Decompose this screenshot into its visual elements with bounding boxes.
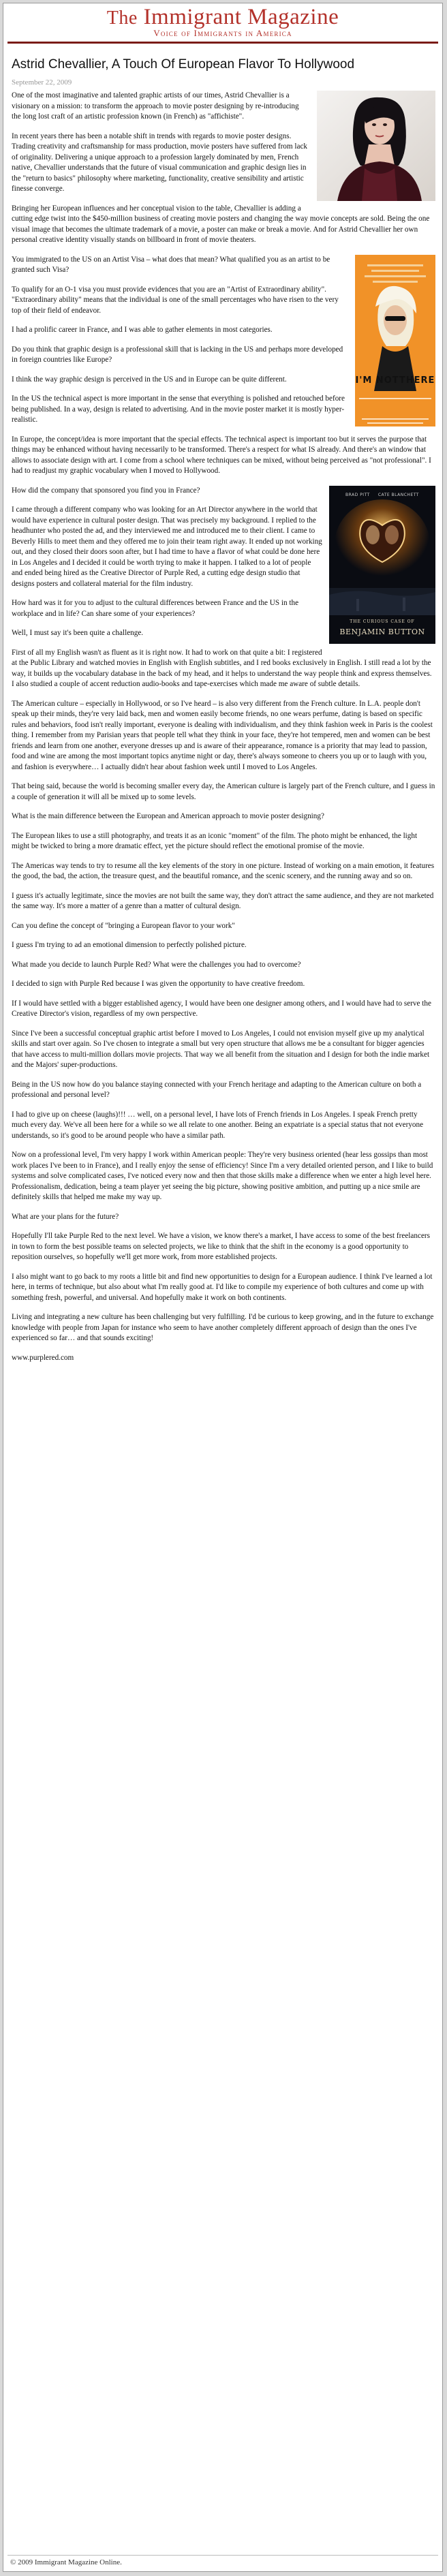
- article-paragraph: In the US the technical aspect is more important in the sense that everything is polished and retouched before being published. In a way, design is related to advertising. And in the movie poster market it is mostly hyper-realistic.: [12, 394, 345, 424]
- article-paragraph: In recent years there has been a notable shift in trends with regards to movie poster designs. Trading creativity and craftsmanship for mass production, movie posters have suffered from lack of originality. Delivering a unique approach to a profession largely dominated by men, French native, Chevallier understands that the future of visual communication and graphic design lies in the "return to basics" philosophy where marketing, functionality, creative sensibility and artistic finesse converge.: [12, 131, 308, 193]
- article-paragraph: Do you think that graphic design is a professional skill that is lacking in the US and perhaps more developed in foreign countries like Europe?: [12, 345, 343, 364]
- article-paragraph: I came through a different company who was looking for an Art Director anywhere in the world that would have experience in cultural poster design. That was precisely my background. I replied to the headhunter who posted the ad, and they interviewed me and introduced me to their client. I came to Beverly Hills to meet them and they offered me to join their team right away. It ended up not working out, and they closed their doors soon after, but I had time to have a flavor of what could be done here in Los Angeles and I decided it could be worth trying to make it happen. I talked to a lot of people and ended being hired as the Creative Director of Purple Red, a cutting edge design studio that designs posters and collateral material for the film industry.: [12, 506, 322, 588]
- poster1-title: [355, 376, 435, 385]
- article-title: Astrid Chevallier, A Touch Of European Flavor To Hollywood: [12, 57, 355, 72]
- article-paragraph: How did the company that sponsored you find you in France?: [12, 486, 200, 495]
- article-paragraph: I decided to sign with Purple Red because I was given the opportunity to have creative freedom.: [12, 980, 305, 988]
- article-paragraph: I had a prolific career in France, and I was able to gather elements in most categories.: [12, 326, 273, 334]
- footer-divider: [7, 2555, 438, 2556]
- article-paragraph: Living and integrating a new culture has been challenging but very fulfilling. I'd be curious to keep growing, and in the future to exchange knowledge with people from Japan for instance who seem to have another completely different approach of design than the ones I've experienced so far… and that sounds exciting!: [12, 1313, 434, 1342]
- poster-im-not-there: [355, 255, 435, 426]
- content-frame: [3, 3, 443, 2572]
- masthead-divider: [7, 42, 438, 44]
- footer: [7, 2555, 438, 2566]
- article-paragraph: I had to give up on cheese (laughs)!!! … well, on a personal level, I have lots of French friends in Los Angeles. I speak French pretty much every day. We've all been here for a while so we all relate to one another. Being an expatriate is a special status that not everyone understands, so it's good to be around people who have a similar path.: [12, 1110, 424, 1140]
- article-paragraph: Bringing her European influences and her conceptual vision to the table, Chevallier is adding a cutting edge twist into the $450-million business of creating movie posters and changing the way movie concepts are sold. Being the one visual image that becomes the ultimate trademark of a movie, a poster can make or break a movie. And for Astrid Chevallier her own personal creative identity visually stands on billboard in front of movie theaters.: [12, 204, 430, 244]
- poster1-title-line: THERE: [399, 375, 435, 386]
- article-paragraph: First of all my English wasn't as fluent as it is right now. It had to work on that quite a bit: I registered at the Public Library and watched movies in English with English subtitles, and I red books exclusively in English. I still read a lot by the way, it builds up the vocabulary database in the back of my head, and it helps to understand the way people think and express themselves. I also studied a couple of accent reduction audio-books and tape-exercises which made me aware of subtle details.: [12, 648, 432, 688]
- article-paragraph: Can you define the concept of "bringing a European flavor to your work": [12, 921, 235, 930]
- website-link[interactable]: www.purplered.com: [12, 1353, 74, 1362]
- site-tagline: Voice of Immigrants in America: [153, 28, 292, 38]
- article-paragraph: What is the main difference between the European and American approach to movie poster designing?: [12, 812, 324, 820]
- masthead: [3, 3, 442, 46]
- site-logo[interactable]: [3, 5, 442, 31]
- poster2-title-line: BENJAMIN BUTTON: [339, 627, 425, 636]
- article-paragraph: One of the most imaginative and talented graphic artists of our times, Astrid Chevallier is a visionary on a mission: to transform the approach to movie poster designing by re-introducing the long lost craft of an artistic profession known (in French) as "affichiste".: [12, 91, 299, 121]
- logo-title-main: Immigrant Magazine: [143, 5, 339, 29]
- poster2-actors: [329, 490, 435, 501]
- article-paragraph: The American culture – especially in Hollywood, or so I've heard – is also very different from the French culture. In L.A. people don't speak up their minds, they're very laid back, men and women easily become friends, no one wears perfume, dating is based on specific rules and behaviors, food isn't really important, everyone is dealing with individualism, and they think fashion week in Paris is the coolest thing. I remember from my Parisian years that people tell what they think in your face, they're hot tempered, men and women can be best friends and learn from one another, everyone dresses up and is aware of their appearance, romance is a priority that may lead to passion, food and wine are among the most important topics anytime night or day, there's always someone to cheers you up or to laugh with you, and fashion is everywhere… I actually didn't hear about fashion week until I moved to Los Angeles.: [12, 699, 433, 771]
- article-paragraph: I also might want to go back to my roots a little bit and find new opportunities to design for a European audience. I think I've learned a lot here, in terms of technique, but also about what I'm really good at. I'd like to compile my experience of both cultures and come up with something fresh, powerful, and universal. And hopefully make it work on both continents.: [12, 1272, 433, 1302]
- logo-title-prefix: The: [106, 7, 138, 29]
- article-paragraph: I guess it's actually legitimate, since the movies are not built the same way, they don't attract the same audience, and they are not marketed the same way. It's more a matter of a genre than a matter of cultural design.: [12, 891, 434, 910]
- article-paragraph: Well, I must say it's been quite a challenge.: [12, 629, 144, 637]
- article-paragraph: That being said, because the world is becoming smaller every day, the American culture is largely part of the French culture, and I guess in a couple of generation it will all be mixed up to some levels.: [12, 782, 435, 801]
- article-paragraph: How hard was it for you to adjust to the cultural differences between France and the US in the workplace and in life? Can share some of your experiences?: [12, 599, 299, 618]
- article-paragraph: To qualify for an O-1 visa you must provide evidences that you are an "Artist of Extraordinary ability". "Extraordinary ability" means that the individual is one of the small percentages who have risen to the very top of their field of endeavor.: [12, 285, 339, 315]
- portrait-photo: [317, 91, 435, 201]
- article-paragraph: I guess I'm trying to ad an emotional dimension to perfectly polished picture.: [12, 941, 247, 949]
- article-paragraph: You immigrated to the US on an Artist Visa – what does that mean? What qualified you as an artist to be granted such Visa?: [12, 255, 330, 274]
- article-paragraph: Hopefully I'll take Purple Red to the next level. We have a vision, we know there's a market, I have access to some of the best freelancers in town to form the best possible teams on selected projects, we like to think that the shift in the economy is a good opportunity to reposition ourselves, so hopefully we'll get more work, from more established projects.: [12, 1232, 430, 1261]
- article-paragraph: What are your plans for the future?: [12, 1212, 119, 1221]
- article-paragraph: Since I've been a successful conceptual graphic artist before I moved to Los Angeles, I could not envision myself give up my analytical skills and start over again. So I've chosen to integrate a small but very open structure that allows me be a consultant for bigger agencies that have access to multi-million dollars movie projects. That way we all benefit from the situation and I design for both the indie market and the Majors' super-productions.: [12, 1029, 430, 1069]
- poster2-title-line: THE CURIOUS CASE OF: [350, 619, 415, 624]
- article-paragraph: I think the way graphic design is perceived in the US and in Europe can be quite different.: [12, 375, 287, 384]
- article-date: September 22, 2009: [12, 78, 72, 87]
- article-paragraph: The Americas way tends to try to resume all the key elements of the story in one picture. Instead of working on a main emotion, it features the good, the bad, the action, the treasure quest, and the beautiful romance, and the scenic scenery, and the running away and so on.: [12, 861, 435, 880]
- article-body: [12, 91, 435, 1363]
- poster2-title: [329, 617, 435, 638]
- article: [12, 46, 435, 1372]
- article-paragraph: If I would have settled with a bigger established agency, I would have been one designer among others, and I would have had to serve the Creative Director's vision, regardless of my own perspective.: [12, 999, 431, 1018]
- footer-copyright: © 2009 Immigrant Magazine Online.: [10, 2558, 122, 2566]
- poster2-actor: BRAD PITT: [345, 492, 370, 497]
- article-paragraph: Now on a professional level, I'm very happy I work within American people: They're very business oriented (hear less gossips than most work places I've been to in France), and I really enjoy the sense of efficiency! Since I'm a very detailed oriented person, and I like to build systems and solve complicated cases, I've noticed every now and then that those skills make a difference when we enter a high level here. Professionalism, dedication, being a team player yet seeing the big picture, showing positive ambition, and putting up a nice smile are definitely skills that helped me make my way up.: [12, 1151, 433, 1201]
- poster-benjamin-button: [329, 486, 435, 644]
- article-paragraph: The European likes to use a still photography, and treats it as an iconic "moment" of the film. The photo might be enhanced, the light might be twicked to bring a more dramatic effect, yet the picture should reflect the emotional promise of the movie.: [12, 831, 418, 850]
- article-paragraph: In Europe, the concept/idea is more important that the special effects. The technical aspect is important too but it serves the purpose that things may be enhanced without having necessarily to be transformed. There's a respect for what IS already. And there's an window that allows to associate design with art. I come from a school where techniques can be mixed, without being perceived as "not professional". I had to readjust my graphic vocabulary when I moved to Hollywood.: [12, 435, 431, 475]
- poster2-actor: CATE BLANCHETT: [377, 492, 419, 497]
- article-paragraph: What made you decide to launch Purple Red? What were the challenges you had to overcome?: [12, 960, 301, 969]
- article-paragraph: Being in the US now how do you balance staying connected with your French heritage and adapting to the American culture on both a professional and personal level?: [12, 1080, 422, 1099]
- poster1-title-line: I'M NOT: [355, 375, 399, 386]
